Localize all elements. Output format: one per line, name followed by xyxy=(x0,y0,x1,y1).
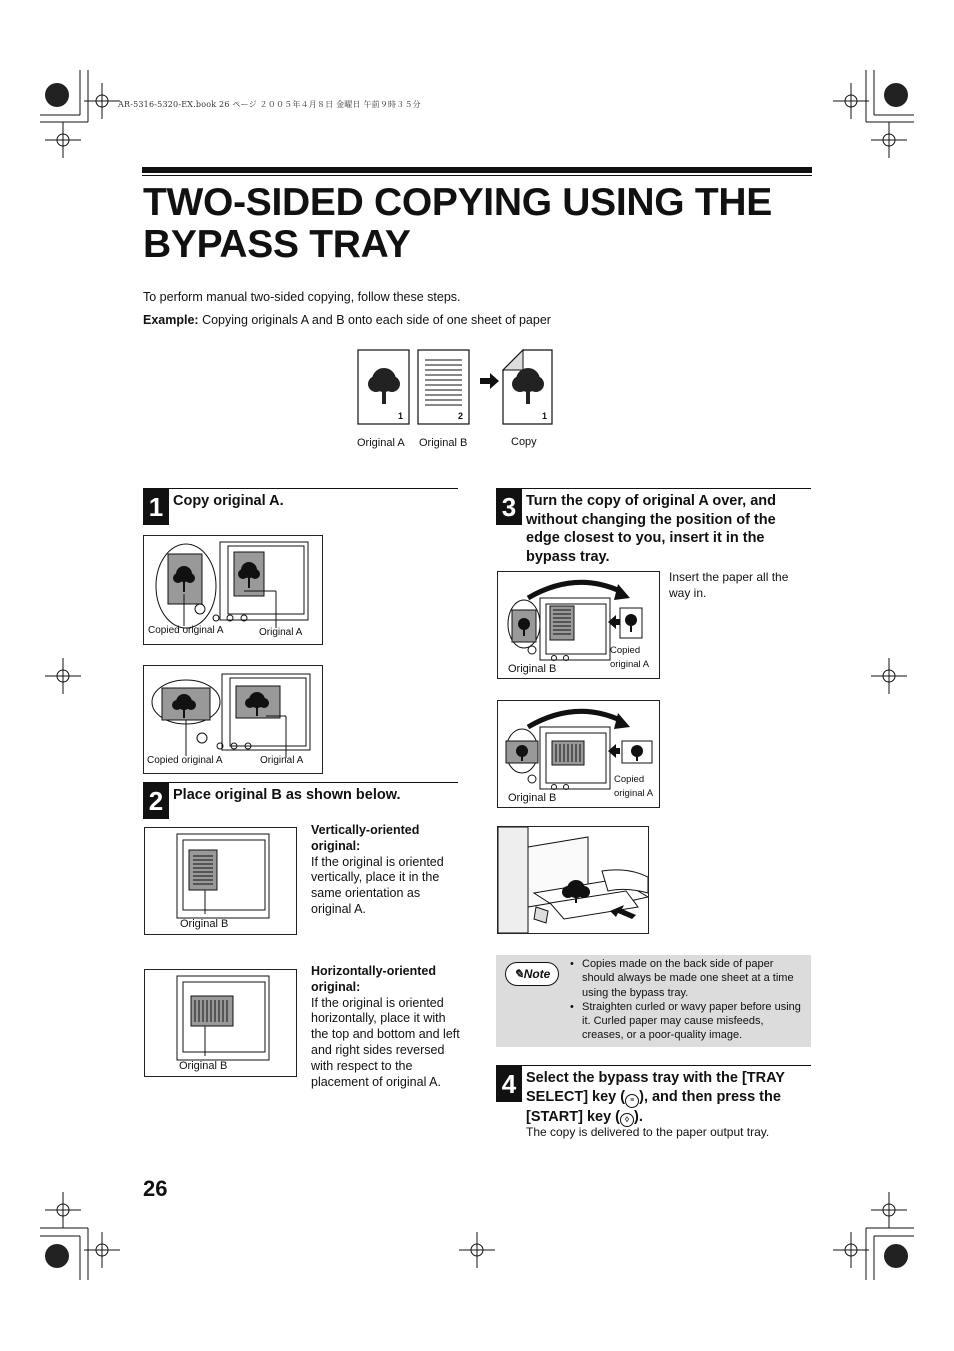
step-4-subtext: The copy is delivered to the paper output tray. xyxy=(526,1125,770,1139)
title-rule-thin xyxy=(142,175,812,176)
arrow-icon xyxy=(614,713,630,729)
page-num-b: 2 xyxy=(458,411,464,421)
original-b-caption: Original B xyxy=(180,918,229,930)
copied-original-a-caption: Copied original A xyxy=(148,625,224,636)
arrow-icon xyxy=(480,373,499,389)
arrow-icon xyxy=(614,584,630,600)
note-item: • Copies made on the back side of paper should always be made one sheet at a time using the bypass tray. xyxy=(568,957,808,1000)
tray-select-key-icon: ≡ xyxy=(625,1094,639,1108)
horizontal-heading: Horizontally-oriented original: xyxy=(311,964,437,994)
step-1-title: Copy original A. xyxy=(173,493,284,509)
page-num-copy: 1 xyxy=(542,411,548,421)
example-text: Copying originals A and B onto each side of one sheet of paper xyxy=(202,313,551,327)
example-label: Example: xyxy=(143,313,199,327)
step-1-figure-2 xyxy=(143,665,323,774)
step-4-header xyxy=(496,1065,811,1126)
step-1-number: 1 xyxy=(143,489,169,525)
step-2-number: 2 xyxy=(143,783,169,819)
bypass-tray-insert-illustration xyxy=(498,827,648,933)
original-b-caption: Original B xyxy=(508,792,557,804)
step-3-header xyxy=(496,488,811,567)
original-b-caption: Original B xyxy=(508,663,557,675)
insert-paper-instruction: Insert the paper all the way in. xyxy=(669,570,789,600)
step-3-figure-2 xyxy=(497,700,660,808)
note-list xyxy=(568,957,808,1043)
file-header-note: AR-5316-5320-EX.book 26 ページ ２００５年４月８日 金曜日 午前９時３５分 xyxy=(118,100,421,109)
page-title: TWO-SIDED COPYING USING THE BYPASS TRAY xyxy=(143,181,772,266)
page-num-a: 1 xyxy=(398,411,404,421)
start-key-icon: ◊ xyxy=(620,1113,634,1127)
original-a-caption: Original A xyxy=(259,627,303,638)
intro-text: To perform manual two-sided copying, follow these steps. xyxy=(143,290,461,304)
step-3-figure-1 xyxy=(497,571,660,679)
step-2-title: Place original B as shown below. xyxy=(173,787,401,803)
copy-label: Copy xyxy=(511,436,537,448)
step-2-vertical-figure xyxy=(144,827,297,935)
original-a-label: Original A xyxy=(357,437,405,449)
step-4-title: Select the bypass tray with the [TRAY SELECT] key ( ≡ ), and then press the [START] key ( ◊ ). xyxy=(526,1070,785,1125)
note-item: • Straighten curled or wavy paper before using it. Curled paper may cause misfeeds, creases, or a poor-quality image. xyxy=(568,1000,808,1043)
original-b-label: Original B xyxy=(419,437,468,449)
note-badge-label: Note xyxy=(523,967,551,981)
vertical-text: If the original is oriented vertically, place it in the same orientation as original A. xyxy=(311,854,444,916)
vertical-heading: Vertically-oriented original: xyxy=(311,823,420,853)
example-line xyxy=(143,313,551,327)
vertical-instructions xyxy=(311,823,461,918)
step-2-header xyxy=(143,782,458,821)
copied-original-a-caption: Copied original A xyxy=(614,774,654,799)
step-3-number: 3 xyxy=(496,489,522,525)
title-rule xyxy=(142,167,812,173)
pencil-icon: ✎ xyxy=(513,967,524,981)
step-3-title: Turn the copy of original A over, and without changing the position of the edge closest to you, insert it in the bypass tray. xyxy=(526,493,777,565)
step-3-figure-3 xyxy=(497,826,649,934)
horizontal-text: If the original is oriented horizontally, place it with the top and bottom and left and right sides reversed with respect to the placement of original A. xyxy=(311,995,460,1089)
copied-original-a-caption: Copied original A xyxy=(147,755,223,766)
original-a-caption: Original A xyxy=(260,755,304,766)
step-1-header xyxy=(143,488,458,529)
original-b-caption: Original B xyxy=(179,1060,228,1072)
step-2-horizontal-figure xyxy=(144,969,297,1077)
page-number: 26 xyxy=(143,1176,168,1201)
step-1-figure-1 xyxy=(143,535,323,645)
horizontal-instructions xyxy=(311,964,461,1090)
step-4-number: 4 xyxy=(496,1066,522,1102)
note-badge xyxy=(505,962,559,986)
copied-original-a-caption: Copied original A xyxy=(610,645,650,670)
